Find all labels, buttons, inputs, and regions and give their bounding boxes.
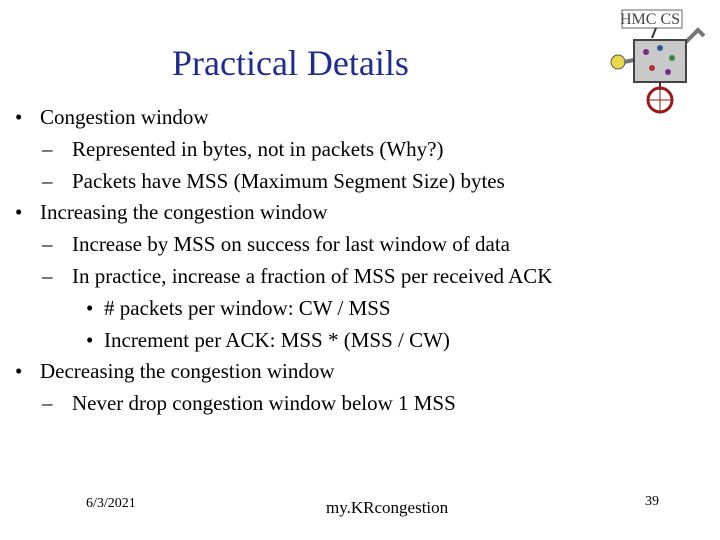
bullet-marker: – xyxy=(42,232,53,257)
bullet-row-level-2 xyxy=(0,229,700,261)
bullet-text: # packets per window: CW / MSS xyxy=(104,295,391,320)
bullet-row-level-2 xyxy=(0,134,700,166)
bullet-row-level-2 xyxy=(0,166,700,198)
bullet-text: Increase by MSS on success for last window of data xyxy=(72,232,510,257)
logo-lettering: HMC CS xyxy=(620,11,681,28)
bullet-marker: – xyxy=(42,168,53,193)
bullet-text: Increment per ACK: MSS * (MSS / CW) xyxy=(104,327,450,352)
slide-title: Practical Details xyxy=(172,43,409,83)
bullet-text: Decreasing the congestion window xyxy=(40,359,335,384)
bullet-marker: • xyxy=(15,105,23,129)
bullet-row-level-1 xyxy=(0,197,700,229)
bullet-text: Represented in bytes, not in packets (Why?) xyxy=(72,136,444,161)
footer-name: my.KRcongestion xyxy=(326,498,449,517)
bullet-marker: • xyxy=(86,295,94,320)
bullet-text: Congestion window xyxy=(40,105,209,129)
bullet-row-level-3 xyxy=(0,293,700,325)
bullet-list xyxy=(0,102,700,420)
bullet-row-level-2 xyxy=(0,388,700,420)
bullet-marker: • xyxy=(15,200,23,225)
bullet-marker: • xyxy=(15,359,23,384)
bullet-marker: • xyxy=(86,327,94,352)
bullet-text: Packets have MSS (Maximum Segment Size) bytes xyxy=(72,168,505,193)
hmc-cs-robot-logo xyxy=(606,2,712,114)
bullet-text: In practice, increase a fraction of MSS per received ACK xyxy=(72,263,553,288)
footer-date: 6/3/2021 xyxy=(86,496,136,511)
bullet-row-level-1 xyxy=(0,102,700,134)
bullet-marker: – xyxy=(42,391,53,416)
bullet-text: Never drop congestion window below 1 MSS xyxy=(72,391,456,416)
bullet-marker: – xyxy=(42,136,53,161)
bullet-row-level-2 xyxy=(0,261,700,293)
bullet-text: Increasing the congestion window xyxy=(40,200,328,225)
bullet-marker: – xyxy=(42,263,53,288)
bullet-row-level-1 xyxy=(0,356,700,388)
bullet-row-level-3 xyxy=(0,325,700,357)
footer-page-number: 39 xyxy=(645,494,659,509)
